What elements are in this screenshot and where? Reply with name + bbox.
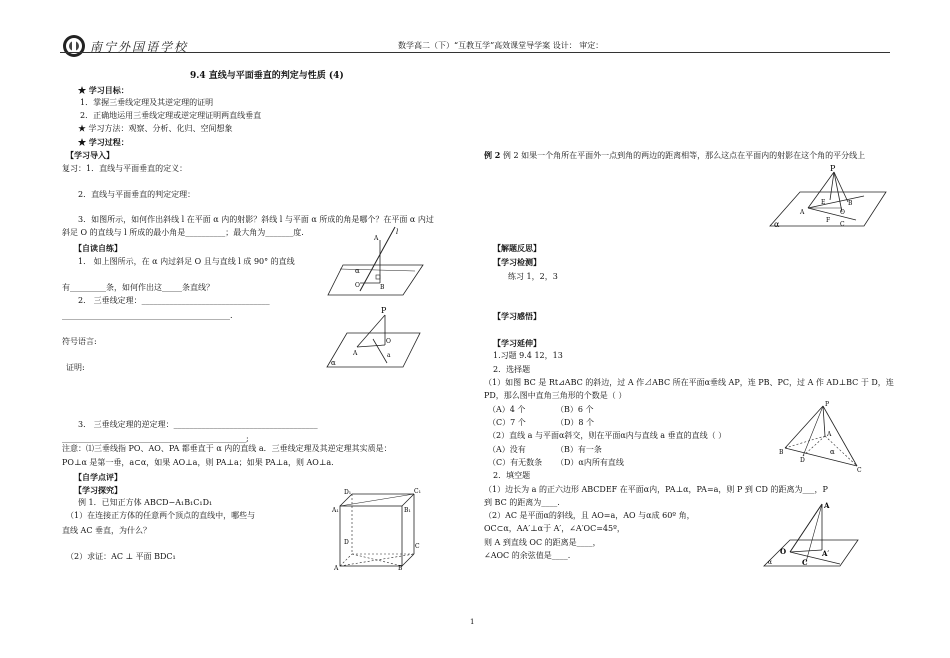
section-explore: 【学习探究】 xyxy=(74,485,122,495)
label-a: a xyxy=(387,352,391,359)
fill-2b: OC⊂α，AA′⊥α于 A′，∠A′OC=45º， xyxy=(484,524,625,533)
review-1: 复习：1．直线与平面垂直的定义： xyxy=(62,164,188,173)
label-C: C xyxy=(415,543,420,550)
label-B5: B xyxy=(779,449,784,456)
label-F: F xyxy=(826,217,831,224)
fill-2c: 则 A 到直线 OC 的距离是____， xyxy=(484,538,601,547)
label-Aprime: A′ xyxy=(822,549,830,558)
study-method: ★ 学习方法：观察、分析、化归、空间想象 xyxy=(78,124,233,133)
self-2-blank: __________________________________________. xyxy=(62,311,233,320)
label-O4: O xyxy=(840,209,845,216)
label-D1: D₁ xyxy=(344,489,352,496)
page-title: 9.4 直线与平面垂直的判定与性质 (4) xyxy=(190,71,344,81)
fill-2d: ∠AOC 的余弦值是____. xyxy=(484,551,571,560)
label-A4: A xyxy=(800,209,805,216)
label-O2: O xyxy=(386,338,391,345)
choice-1-A: （A）4 个 xyxy=(488,405,526,414)
label-E: E xyxy=(821,199,826,206)
fill-1b: 到 BC 的距离为____. xyxy=(484,498,560,507)
figure-cube xyxy=(330,488,420,570)
page-number: 1 xyxy=(470,618,475,626)
review-2: 2．直线与平面垂直的判定定理： xyxy=(78,190,196,199)
example-1-part1: （1）在连接正方体的任意两个顶点的直线中，哪些与 xyxy=(66,511,256,520)
note-line1: 注意：⑴三垂线指 PO、AO、PA 都垂直于 α 内的直线 a．三垂线定理及其逆定理其实质是： xyxy=(62,444,392,453)
choice-1-B: （B）6 个 xyxy=(556,405,594,414)
self-1-line1: 1． 如上图所示，在 α 内过斜足 O 且与直线 l 成 90° 的直线 xyxy=(78,257,295,266)
fill-2: （2）AC 是平面α的斜线，且 AO=a，AO 与α成 60º 角， xyxy=(484,511,695,520)
label-alpha2: α xyxy=(331,359,336,367)
self-3-blank: ______________________________________________; xyxy=(62,434,249,443)
study-process: ★ 学习过程： xyxy=(78,137,129,147)
label-O: O xyxy=(355,282,360,289)
label-C4: C xyxy=(840,221,845,228)
label-A1: A₁ xyxy=(332,507,339,514)
label-B4: B xyxy=(848,200,853,207)
figure-three-perpendiculars xyxy=(325,305,425,373)
example-1-part1b: 直线 AC 垂直，为什么？ xyxy=(62,526,151,535)
header-info: 数学高二（下）“互教互学”高效课堂导学案 设计： 审定： xyxy=(398,41,604,50)
proof-label: 证明: xyxy=(66,363,85,372)
label-P4: P xyxy=(830,164,836,173)
choice-2-C: （C）有无数条 xyxy=(488,458,543,467)
label-alpha5: α xyxy=(830,448,835,456)
label-B3: B xyxy=(398,565,403,572)
goal-1: 1．掌握三垂线定理及其逆定理的证明 xyxy=(80,98,214,107)
label-A3: A xyxy=(334,565,339,572)
label-C1: C₁ xyxy=(414,488,421,495)
section-evaluation: 【自学点评】 xyxy=(74,472,122,482)
label-A2: A xyxy=(353,350,358,357)
choice-2-A: （A）没有 xyxy=(488,445,526,454)
self-3: 3． 三垂线定理的逆定理：____________________________________ xyxy=(78,420,318,429)
fill-heading: 2．填空题 xyxy=(493,471,531,480)
figure-angle-bisector xyxy=(768,162,888,234)
choice-1: （1）如图 BC 是 Rt⊿ABC 的斜边，过 A 作⊿ABC 所在平面α垂线 AP，连 PB、PC，过 A 作 AD⊥BC 于 D，连 xyxy=(484,378,894,387)
symbol-language: 符号语言: xyxy=(62,337,97,346)
label-C5: C xyxy=(857,467,862,474)
label-D: D xyxy=(344,539,349,546)
choice-1b: PD，那么图中直角三角形的个数是（ ） xyxy=(484,391,627,400)
choice-1-D: （D）8 个 xyxy=(556,418,595,427)
check-text: 练习 1，2，3 xyxy=(508,272,558,281)
label-l: l xyxy=(396,228,399,236)
label-A6: A xyxy=(824,501,830,510)
label-O6: O xyxy=(780,547,787,556)
school-logo xyxy=(62,34,86,62)
goals-label: ★ 学习目标： xyxy=(78,85,129,95)
question-3-line1: 3．如图所示，如何作出斜线 l 在平面 α 内的射影？斜线 l 与平面 α 所成的角是哪个？在平面 α 内过 xyxy=(78,215,434,224)
choice-2-D: （D）α内所有直线 xyxy=(556,458,624,467)
section-extension: 【学习延伸】 xyxy=(493,338,541,348)
label-C6: C xyxy=(802,558,808,567)
section-reflection: 【解题反思】 xyxy=(493,243,541,253)
goal-2: 2．正确地运用三垂线定理或逆定理证明两直线垂直 xyxy=(80,111,262,120)
label-B: B xyxy=(380,284,385,291)
self-2: 2． 三垂线定理：________________________________ xyxy=(78,296,270,305)
question-3-line2: 斜足 O 的直线与 l 所成的最小角是__________；最大角为_______度. xyxy=(62,228,304,237)
self-1-line2: 有_________条，如何作出这_____条直线？ xyxy=(62,283,214,292)
label-B1: B₁ xyxy=(404,507,411,514)
label-alpha6: α xyxy=(768,559,773,566)
section-self-study: 【自读自练】 xyxy=(74,243,122,253)
choice-2: （2）直线 a 与平面α斜交，则在平面α内与直线 a 垂直的直线（ ） xyxy=(488,431,727,440)
extension-2: 2．选择题 xyxy=(493,365,531,374)
example-1-part2: （2）求证：AC ⊥ 平面 BDC₁ xyxy=(66,552,176,561)
section-feelings: 【学习感悟】 xyxy=(493,311,541,321)
figure-tetrahedron xyxy=(775,398,865,478)
example-2: 例 2 例 2 如果一个角所在平面外一点到角的两边的距离相等，那么这点在平面内的射影在这个角的平分线上 xyxy=(484,150,866,160)
school-name: 南宁外国语学校 xyxy=(90,40,189,54)
label-A: A xyxy=(374,235,379,242)
example-1: 例 1．已知正方体 ABCD−A₁B₁C₁D₁ xyxy=(78,498,213,507)
choice-1-C: （C）7 个 xyxy=(488,418,526,427)
section-check: 【学习检测】 xyxy=(493,257,541,267)
choice-2-B: （B）有一条 xyxy=(556,445,602,454)
label-A5: A xyxy=(827,431,832,438)
header-rule xyxy=(60,52,890,53)
figure-oblique-line xyxy=(325,225,425,301)
label-P5: P xyxy=(825,401,830,408)
section-intro: 【学习导入】 xyxy=(66,150,114,160)
label-alpha: α xyxy=(355,267,360,275)
label-P: P xyxy=(381,306,387,315)
label-D5: D xyxy=(800,457,805,464)
figure-oblique-ao xyxy=(760,498,860,568)
fill-1: （1）边长为 a 的正六边形 ABCDEF 在平面α内，PA⊥α，PA=a，则 P 到 CD 的距离为___，P xyxy=(484,485,828,494)
label-alpha4: α xyxy=(774,220,780,229)
extension-1: 1.习题 9.4 12，13 xyxy=(493,351,563,360)
note-line2: PO⊥α 是第一垂，a⊂α，如果 AO⊥a，则 PA⊥a；如果 PA⊥a，则 AO⊥a． xyxy=(62,458,340,467)
